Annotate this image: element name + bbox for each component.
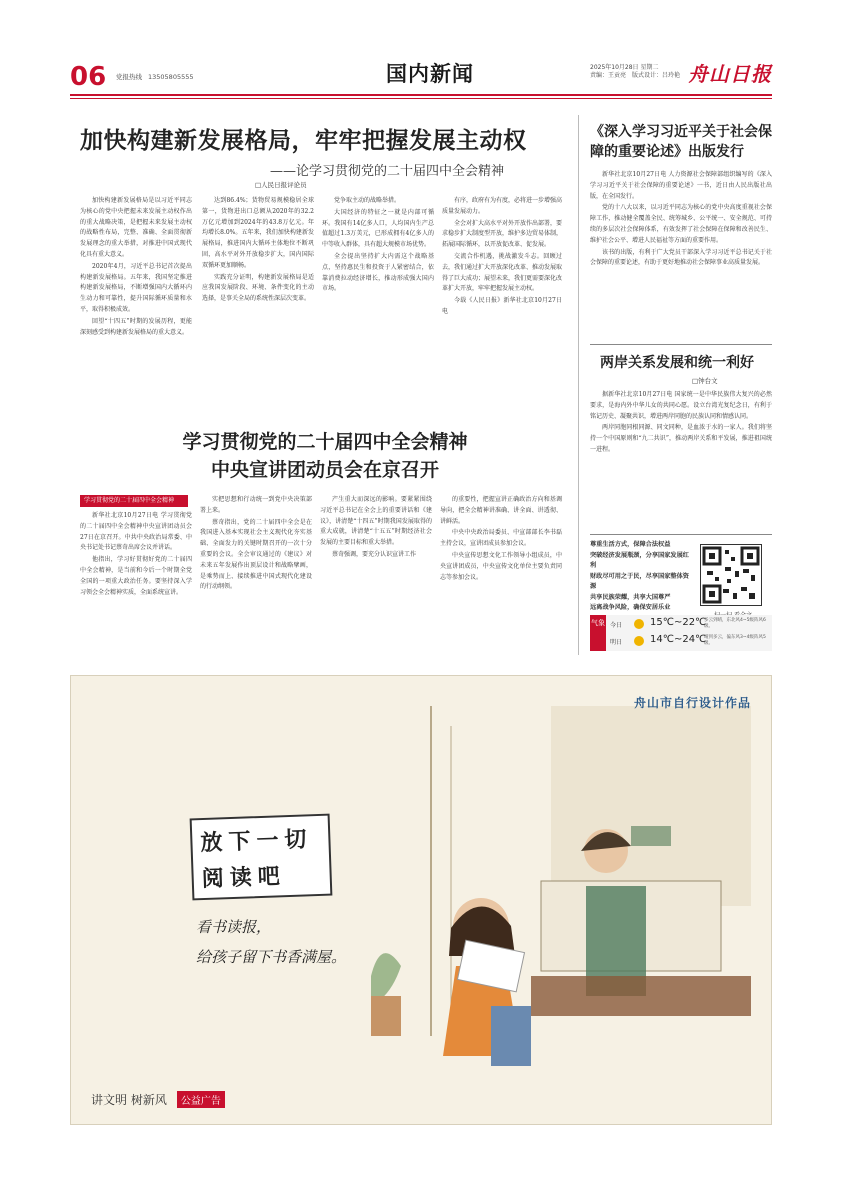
lead-headline: 加快构建新发展格局，牢牢把握发展主动权	[80, 128, 527, 154]
paragraph: 蔡奇强调，要充分认识宣讲工作	[332, 550, 417, 558]
sub-article-body	[590, 390, 772, 530]
right-article-body	[590, 170, 772, 340]
paragraph: 产生重大而深远的影响。要紧紧围绕习近平总书记在全会上的重要讲话和《建议》，讲清楚“十四五”时期我国发展取得的重大成就，讲清楚“十五五”时期经济社会发展的主要目标和重大举措。	[320, 496, 432, 547]
ad-footer-text: 讲文明 树新风	[91, 1093, 167, 1107]
section-title: 国内新闻	[386, 61, 474, 86]
sub-byline: □钟台文	[692, 377, 718, 385]
ad-slogan-line2: 给孩子留下书香满屋。	[196, 948, 347, 966]
second-column-3	[320, 495, 432, 661]
paragraph: 中央宣传思想文化工作领导小组成员，中央宣讲团成员，中央宣传文化单位主要负责同志等参加会议。	[440, 551, 562, 581]
page-number: 06	[70, 62, 107, 92]
paragraph: 该书的出版，有利于广大党员干部深入学习习近平总书记关于社会保障的重要论述，有助于更好地推动社会保障事业高质量发展。	[590, 248, 772, 267]
header-rule-thin	[70, 98, 772, 99]
paper-logo: 舟山日报	[688, 62, 772, 86]
ad-sign	[190, 814, 333, 901]
second-headline-line1: 学习贯彻党的二十届四中全会精神	[182, 431, 468, 453]
promo-line: 远离战争风险，确保安居乐业	[590, 604, 671, 611]
paragraph: 有序，政府有为有度，必将进一步增强高质量发展动力。	[442, 197, 562, 215]
ad-sign-line1: 放下一切	[200, 826, 313, 857]
second-column-2	[200, 495, 312, 661]
topic-tag: 学习贯彻党的二十届四中全会精神	[80, 495, 188, 507]
weather-box	[590, 615, 772, 651]
weather-temp: 15℃~22℃	[650, 617, 707, 628]
paragraph: 新华社北京10月27日电 学习贯彻党的二十届四中全会精神中央宣讲团动员会27日在京召开。中共中央政治局常委、中央书记处书记蔡奇出席会议并讲话。	[80, 512, 192, 552]
ad-brand: 舟山市自行设计作品	[633, 696, 751, 710]
sun-icon	[634, 619, 644, 629]
right-divider-2	[590, 534, 772, 535]
promo-line: 突破经济发展瓶颈，分享国家发展红利	[590, 551, 689, 569]
paragraph: 加快构建新发展格局是以习近平同志为核心的党中央把握未来发展主动权作出的重大战略决策，是把握未来发展主动权的战略性布局，完整、准确、全面贯彻新发展理念的重大举措，对推进中国式现代化具有重大意义。	[80, 197, 192, 258]
paragraph: 实把思想和行动统一到党中央决策部署上来。	[200, 496, 312, 514]
page-header	[70, 54, 772, 94]
weather-temp: 14℃~24℃	[650, 634, 707, 645]
paragraph: 中央中央政治局委员、中宣部部长李书磊主持会议，宣讲团成员参加会议。	[440, 529, 562, 548]
promo-line: 财政尽可用之于民，尽享国家整体资源	[590, 572, 689, 590]
paragraph: 党的十八大以来，以习近平同志为核心的党中央高度重视社会保障工作，推动健全覆盖全民、统筹城乡、公平统一、安全规范、可持续的多层次社会保障体系，有效发挥了社会保障在保障和改善民生、维护社会公平、增进人民福祉等方面的重要作用。	[590, 204, 772, 244]
hotline-label: 党报热线	[116, 73, 142, 81]
right-divider	[590, 344, 772, 345]
promo-line: 尊重生活方式，保障合法权益	[590, 541, 671, 548]
paragraph: 回望“十四五”时期的发展历程，更能深刻感受到构建新发展格局的重大意义。	[80, 317, 192, 336]
second-column-1	[80, 511, 192, 661]
lead-subtitle: ——论学习贯彻党的二十届四中全会精神	[270, 164, 505, 179]
second-column-4	[440, 495, 562, 661]
lead-column-4	[442, 196, 562, 416]
paragraph: 交流合作机遇，挑战激发斗志。回顾过去，我们通过扩大开放深化改革、推动发展取得了巨大成功；展望未来，我们更需要深化改革扩大开放，牢牢把握发展主动权。	[442, 252, 562, 293]
weather-label: 气象	[590, 615, 606, 651]
column-divider	[578, 115, 579, 655]
sub-headline: 两岸关系发展和统一利好	[600, 355, 754, 371]
ad-slogan-line1: 看书读报，	[196, 918, 272, 936]
hotline	[116, 72, 194, 81]
weather-desc: 多云到晴，东北风4~5级阵风6级。	[704, 618, 766, 629]
lead-column-2	[202, 196, 314, 416]
ad-illustration	[71, 676, 772, 1125]
second-headline-line2: 中央宣讲团动员会在京召开	[210, 459, 439, 481]
paragraph: 的重要性，把握宣讲正确政治方向和基调导向，把全会精神讲准确、讲全面、讲透彻、讲鲜活。	[440, 496, 562, 525]
right-headline: 《深入学习习近平关于社会保障的重要论述》出版发行	[590, 124, 772, 160]
editor: 责编：王贡亮	[590, 72, 627, 80]
paragraph: 他指出，学习好贯彻好党的二十届四中全会精神，是当前和今后一个时期全党全国的一项重大政治任务。要坚持深入学习领会全会精神实质，全面系统宣讲。	[80, 556, 192, 596]
public-service-ad	[70, 675, 772, 1125]
promo-line: 共享民族荣耀，共享大国尊严	[590, 593, 671, 601]
lead-column-3	[322, 196, 434, 416]
weather-desc: 晴到多云，偏东风3~4级阵风5级。	[704, 635, 766, 646]
lead-byline: □人民日报评论员	[255, 181, 307, 189]
promo-lines	[590, 540, 690, 614]
ad-footer-tag: 公益广告	[177, 1091, 225, 1108]
weather-day: 明日	[610, 639, 623, 646]
paragraph: 2020年4月，习近平总书记首次提出构建新发展格局。五年来，我国坚定推进构建新发展格局，不断增强国内大循环内生动力和可靠性，提升国际循环质量和水平，取得积极成效。	[80, 262, 192, 313]
designer: 版式设计：吕玲艳	[632, 72, 681, 80]
paragraph: 新华社北京10月27日电 人力资源社会保障部组织编写的《深入学习习近平关于社会保障的重要论述》一书，近日由人民出版社出版，在全国发行。	[590, 171, 772, 200]
lead-column-1	[80, 196, 192, 416]
paragraph: 达到86.4%；货物贸易规模稳居全球第一，货物进出口总额从2020年的32.2万亿元增加到2024年的43.8万亿元。年均增长8.0%。五年来，我们加快构建新发展格局，推进国内大循环主体地位不断巩固，高水平对外开放稳步扩大，国内国际双循环更加顺畅。	[202, 197, 314, 269]
ad-sign-line2: 阅读吧	[201, 863, 287, 893]
weather-today	[610, 617, 770, 633]
paragraph: 党争取主动的战略举措。	[334, 197, 401, 204]
weather-day: 今日	[610, 622, 623, 629]
issue-info	[590, 64, 680, 81]
paragraph: 大国经济的特征之一就是内部可循环。我国有14亿多人口，人均国内生产总值超过1.3万美元，已形成拥有4亿多人的中等收入群体，具有超大规模市场优势。	[322, 208, 434, 249]
paragraph: 据新华社北京10月27日电 国家统一是中华民族伟大复兴的必然要求，是海内外中华儿女的共同心愿。设立台湾光复纪念日，有利于铭记历史、凝聚共识，增进两岸同胞的民族认同和情感认同。	[590, 391, 772, 420]
paragraph: 蔡奇指出，党的二十届四中全会是在我国进入基本实现社会主义现代化夯实基础、全面发力的关键时期召开的一次十分重要的会议。全会审议通过的《建议》对未来五年发展作出顶层设计和战略擘画，是乘势而上、接续推进中国式现代化建设的行动纲领。	[200, 518, 312, 591]
issue-date: 2025年10月28日 星期二	[590, 64, 659, 71]
ad-footer	[91, 1091, 225, 1108]
paragraph: 全会对扩大高水平对外开放作出部署，要求稳步扩大制度型开放，维护多边贸易体制，拓展国际循环，以开放促改革、促发展。	[442, 219, 562, 249]
qr-code-icon[interactable]	[700, 544, 762, 606]
sun-icon	[634, 636, 644, 646]
header-rule	[70, 94, 772, 96]
paragraph: 两岸同胞同根同源、同文同种，是血浓于水的一家人。我们将坚持一个中国原则和“九二共识”，推动两岸关系和平发展，推进祖国统一进程。	[590, 424, 772, 453]
weather-tomorrow	[610, 634, 770, 650]
hotline-phone: 13505805555	[148, 72, 194, 81]
dateline: 今载《人民日报》新华社北京10月27日电	[442, 297, 562, 315]
paragraph: 全会提出坚持扩大内需这个战略基点，坚持惠民生和投资于人紧密结合，依靠消费拉动经济增长，推动形成强大国内市场。	[322, 252, 434, 293]
paragraph: 实践充分证明，构建新发展格局是适应我国发展阶段、环境、条件变化的主动选择，是事关全局的系统性深层次变革。	[202, 273, 314, 303]
second-headline	[80, 428, 570, 484]
